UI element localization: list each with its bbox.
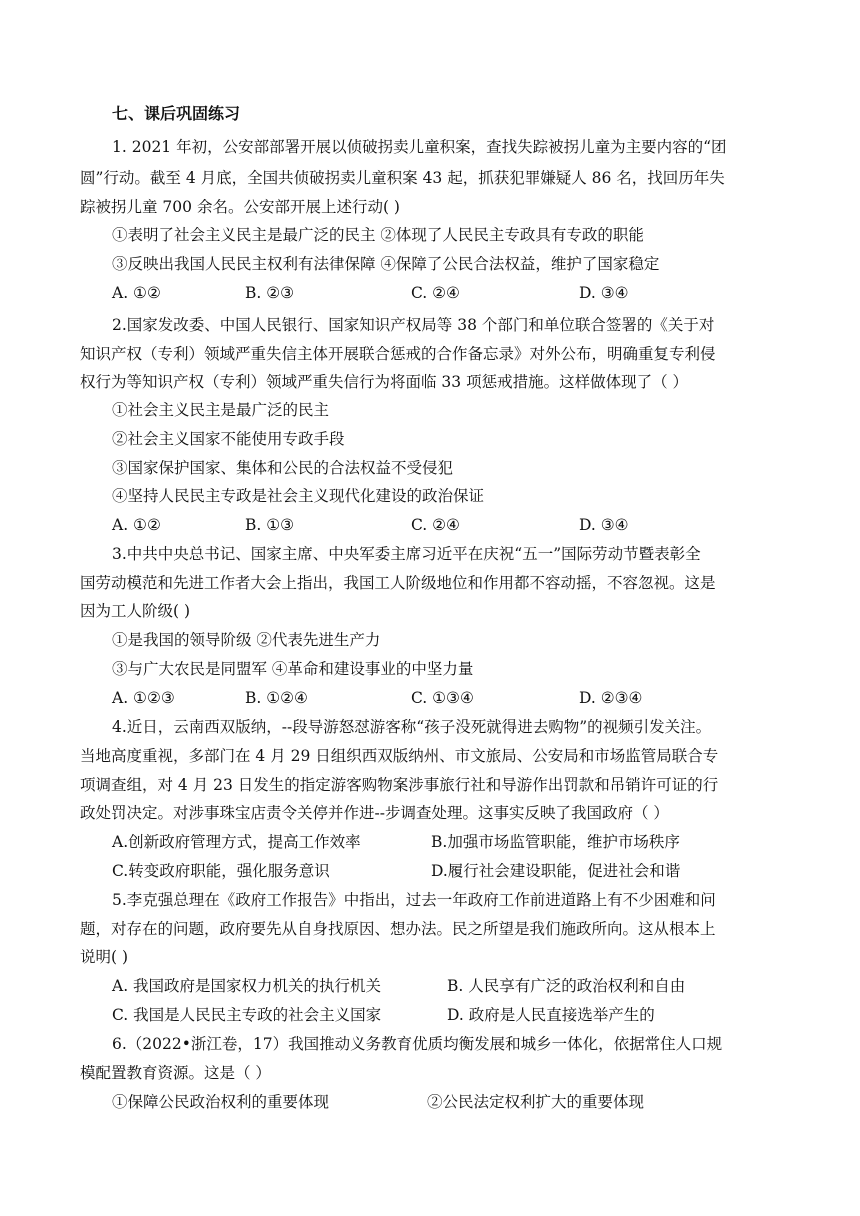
question-1-option-b: B. ②③ <box>245 284 295 302</box>
question-3-statement-2: ③与广大农民是同盟军 ④革命和建设事业的中坚力量 <box>112 660 474 678</box>
question-1-line-1: 1. 2021 年初，公安部部署开展以侦破拐卖儿童积案，查找失踪被拐儿童为主要内容的“团 <box>112 138 727 156</box>
question-6-statement-1: ①保障公民政治权利的重要体现 <box>112 1093 330 1111</box>
question-1-statement-1: ①表明了社会主义民主是最广泛的民主 ②体现了人民民主专政具有专政的职能 <box>112 226 644 244</box>
question-6-line-2: 模配置教育资源。这是（ ） <box>80 1064 271 1082</box>
question-1-option-c: C. ②④ <box>411 284 460 302</box>
question-1-option-d: D. ③④ <box>579 284 629 302</box>
question-4-option-b: B.加强市场监管职能，维护市场秩序 <box>431 833 680 851</box>
question-2-line-3: 权行为等知识产权（专利）领域严重失信行为将面临 33 项惩戒措施。这样做体现了（ ） <box>80 373 689 391</box>
question-2-line-1: 2.国家发改委、中国人民银行、国家知识产权局等 38 个部门和单位联合签署的《关于对 <box>112 316 715 334</box>
question-4-option-c: C.转变政府职能，强化服务意识 <box>112 862 330 880</box>
question-4-line-2: 当地高度重视，多部门在 4 月 29 日组织西双版纳州、市文旅局、公安局和市场监管局联合专 <box>80 747 719 765</box>
question-2-option-b: B. ①③ <box>245 516 295 534</box>
question-1-line-3: 踪被拐儿童 700 余名。公安部开展上述行动( ) <box>80 198 400 216</box>
question-2-option-d: D. ③④ <box>579 516 629 534</box>
question-3-option-b: B. ①②④ <box>245 689 308 707</box>
question-4-line-4: 政处罚决定。对涉事珠宝店责令关停并作进--步调查处理。这事实反映了我国政府（ ） <box>80 804 669 822</box>
question-1-option-a: A. ①② <box>112 284 161 302</box>
question-5-option-d: D. 政府是人民直接选举产生的 <box>447 1006 655 1024</box>
question-5-line-1: 5.李克强总理在《政府工作报告》中指出，过去一年政府工作前进道路上有不少困难和问 <box>112 891 716 909</box>
question-5-line-2: 题，对存在的问题，政府要先从自身找原因、想办法。民之所望是我们施政所向。这从根本上 <box>80 920 716 938</box>
question-4-line-1: 4.近日，云南西双版纳，--段导游怒怼游客称“孩子没死就得进去购物”的视频引发关注。 <box>112 718 712 736</box>
question-3-statement-1: ①是我国的领导阶级 ②代表先进生产力 <box>112 631 381 649</box>
question-5-line-3: 说明( ) <box>80 948 129 966</box>
question-1-statement-2: ③反映出我国人民民主权利有法律保障 ④保障了公民合法权益，维护了国家稳定 <box>112 255 660 273</box>
question-5-option-c: C. 我国是人民民主专政的社会主义国家 <box>112 1006 382 1024</box>
question-3-line-2: 国劳动模范和先进工作者大会上指出，我国工人阶级地位和作用都不容动摇，不容忽视。这是 <box>80 574 716 592</box>
question-5-option-a: A. 我国政府是国家权力机关的执行机关 <box>112 977 382 995</box>
question-4-line-3: 项调查组，对 4 月 23 日发生的指定游客购物案涉事旅行社和导游作出罚款和吊销许可证的行 <box>80 776 719 794</box>
question-2-statement-3: ③国家保护国家、集体和公民的合法权益不受侵犯 <box>112 459 454 477</box>
question-5-option-b: B. 人民享有广泛的政治权利和自由 <box>447 977 686 995</box>
question-2-statement-4: ④坚持人民民主专政是社会主义现代化建设的政治保证 <box>112 487 485 505</box>
question-3-line-3: 因为工人阶级( ) <box>80 602 191 620</box>
question-2-option-c: C. ②④ <box>411 516 460 534</box>
question-3-option-d: D. ②③④ <box>579 689 643 707</box>
question-1-line-2: 圆”行动。截至 4 月底，全国共侦破拐卖儿童积案 43 起，抓获犯罪嫌疑人 86 名，找回历年失 <box>80 169 725 187</box>
question-4-option-d: D.履行社会建设职能，促进社会和谐 <box>431 862 681 880</box>
question-3-line-1: 3.中共中央总书记、国家主席、中央军委主席习近平在庆祝“五一”国际劳动节暨表彰全 <box>112 545 701 563</box>
question-2-statement-2: ②社会主义国家不能使用专政手段 <box>112 430 345 448</box>
question-6-statement-2: ②公民法定权利扩大的重要体现 <box>427 1093 645 1111</box>
question-2-line-2: 知识产权（专利）领域严重失信主体开展联合惩戒的合作备忘录》对外公布，明确重复专利侵 <box>80 345 716 363</box>
question-3-option-a: A. ①②③ <box>112 689 175 707</box>
question-4-option-a: A.创新政府管理方式，提高工作效率 <box>112 833 361 851</box>
section-title: 七、课后巩固练习 <box>112 104 241 123</box>
question-2-statement-1: ①社会主义民主是最广泛的民主 <box>112 401 330 419</box>
question-2-option-a: A. ①② <box>112 516 161 534</box>
question-6-line-1: 6.（2022•浙江卷，17）我国推动义务教育优质均衡发展和城乡一体化，依据常住人口规 <box>112 1035 723 1053</box>
question-3-option-c: C. ①③④ <box>411 689 474 707</box>
